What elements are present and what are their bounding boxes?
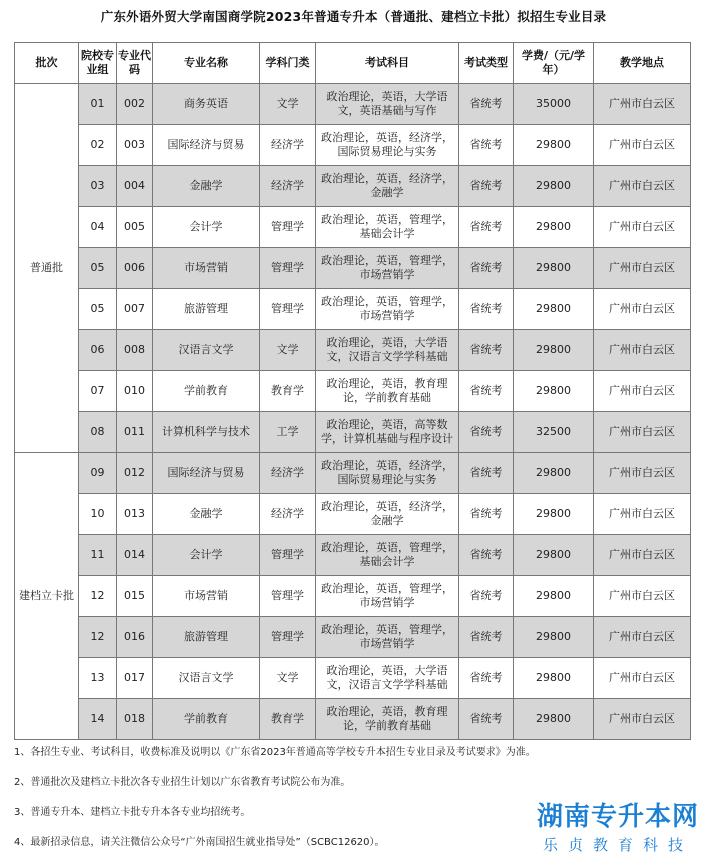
cell-category: 管理学 bbox=[260, 207, 316, 248]
header-subjects: 考试科目 bbox=[316, 43, 459, 84]
cell-category: 经济学 bbox=[260, 453, 316, 494]
table-row bbox=[15, 371, 691, 412]
cell-fee: 29800 bbox=[514, 453, 594, 494]
cell-major: 市场营销 bbox=[153, 576, 260, 617]
cell-category: 文学 bbox=[260, 330, 316, 371]
note-item: 1、各招生专业、考试科目，收费标准及说明以《广东省2023年普通高等学校专升本招生专业目录及考试要求》为准。 bbox=[14, 747, 536, 758]
cell-subjects: 政治理论，英语，经济学，国际贸易理论与实务 bbox=[316, 125, 459, 166]
cell-location: 广州市白云区 bbox=[594, 617, 691, 658]
cell-code: 006 bbox=[117, 248, 153, 289]
cell-code: 005 bbox=[117, 207, 153, 248]
cell-fee: 29800 bbox=[514, 699, 594, 740]
cell-batch: 建档立卡批 bbox=[15, 453, 79, 740]
header-group: 院校专业组 bbox=[79, 43, 117, 84]
cell-category: 管理学 bbox=[260, 248, 316, 289]
cell-exam-type: 省统考 bbox=[459, 248, 514, 289]
cell-exam-type: 省统考 bbox=[459, 125, 514, 166]
cell-category: 管理学 bbox=[260, 535, 316, 576]
table-body bbox=[15, 84, 691, 740]
cell-subjects: 政治理论，英语，管理学，市场营销学 bbox=[316, 617, 459, 658]
cell-category: 管理学 bbox=[260, 617, 316, 658]
table-row bbox=[15, 207, 691, 248]
cell-group: 13 bbox=[79, 658, 117, 699]
cell-subjects: 政治理论，英语，管理学，市场营销学 bbox=[316, 248, 459, 289]
cell-exam-type: 省统考 bbox=[459, 330, 514, 371]
cell-location: 广州市白云区 bbox=[594, 453, 691, 494]
cell-code: 016 bbox=[117, 617, 153, 658]
cell-fee: 29800 bbox=[514, 166, 594, 207]
note-item: 4、最新招录信息，请关注微信公众号“广外南国招生就业指导处”（SCBC12620）。 bbox=[14, 837, 385, 848]
cell-subjects: 政治理论，英语，管理学，市场营销学 bbox=[316, 289, 459, 330]
header-category: 学科门类 bbox=[260, 43, 316, 84]
cell-subjects: 政治理论，英语，经济学，国际贸易理论与实务 bbox=[316, 453, 459, 494]
cell-fee: 32500 bbox=[514, 412, 594, 453]
table-row bbox=[15, 330, 691, 371]
page-title: 广东外语外贸大学南国商学院2023年普通专升本（普通批、建档立卡批）拟招生专业目录 bbox=[100, 9, 607, 24]
cell-location: 广州市白云区 bbox=[594, 535, 691, 576]
cell-category: 文学 bbox=[260, 658, 316, 699]
cell-group: 02 bbox=[79, 125, 117, 166]
cell-major: 旅游管理 bbox=[153, 289, 260, 330]
cell-code: 014 bbox=[117, 535, 153, 576]
cell-exam-type: 省统考 bbox=[459, 576, 514, 617]
cell-exam-type: 省统考 bbox=[459, 494, 514, 535]
cell-group: 14 bbox=[79, 699, 117, 740]
cell-subjects: 政治理论，英语，高等数学，计算机基础与程序设计 bbox=[316, 412, 459, 453]
note-item: 2、普通批次及建档立卡批次各专业招生计划以广东省教育考试院公布为准。 bbox=[14, 777, 351, 788]
cell-major: 国际经济与贸易 bbox=[153, 125, 260, 166]
cell-batch: 普通批 bbox=[15, 84, 79, 453]
cell-major: 计算机科学与技术 bbox=[153, 412, 260, 453]
cell-group: 09 bbox=[79, 453, 117, 494]
cell-group: 04 bbox=[79, 207, 117, 248]
cell-location: 广州市白云区 bbox=[594, 412, 691, 453]
table-row bbox=[15, 289, 691, 330]
table-row bbox=[15, 453, 691, 494]
cell-category: 管理学 bbox=[260, 576, 316, 617]
cell-exam-type: 省统考 bbox=[459, 658, 514, 699]
cell-code: 018 bbox=[117, 699, 153, 740]
cell-major: 会计学 bbox=[153, 207, 260, 248]
cell-fee: 29800 bbox=[514, 248, 594, 289]
table-row bbox=[15, 617, 691, 658]
cell-code: 010 bbox=[117, 371, 153, 412]
cell-major: 市场营销 bbox=[153, 248, 260, 289]
cell-group: 05 bbox=[79, 289, 117, 330]
cell-category: 经济学 bbox=[260, 125, 316, 166]
cell-exam-type: 省统考 bbox=[459, 207, 514, 248]
cell-major: 学前教育 bbox=[153, 699, 260, 740]
table-row bbox=[15, 658, 691, 699]
cell-group: 03 bbox=[79, 166, 117, 207]
cell-fee: 29800 bbox=[514, 207, 594, 248]
cell-subjects: 政治理论，英语，管理学，基础会计学 bbox=[316, 535, 459, 576]
cell-subjects: 政治理论，英语，经济学，金融学 bbox=[316, 494, 459, 535]
cell-group: 10 bbox=[79, 494, 117, 535]
cell-exam-type: 省统考 bbox=[459, 166, 514, 207]
table-row bbox=[15, 576, 691, 617]
cell-category: 经济学 bbox=[260, 494, 316, 535]
cell-major: 汉语言文学 bbox=[153, 658, 260, 699]
cell-location: 广州市白云区 bbox=[594, 658, 691, 699]
table-header-row bbox=[15, 43, 691, 84]
cell-major: 国际经济与贸易 bbox=[153, 453, 260, 494]
table-row bbox=[15, 84, 691, 125]
cell-fee: 29800 bbox=[514, 371, 594, 412]
cell-subjects: 政治理论，英语，大学语文，汉语言文学学科基础 bbox=[316, 658, 459, 699]
cell-code: 007 bbox=[117, 289, 153, 330]
cell-major: 学前教育 bbox=[153, 371, 260, 412]
note-item: 3、普通专升本、建档立卡批专升本各专业均招统考。 bbox=[14, 807, 251, 818]
cell-subjects: 政治理论，英语，经济学，金融学 bbox=[316, 166, 459, 207]
cell-location: 广州市白云区 bbox=[594, 289, 691, 330]
cell-location: 广州市白云区 bbox=[594, 699, 691, 740]
watermark-sub: 乐贞教育科技 bbox=[542, 836, 693, 854]
cell-fee: 29800 bbox=[514, 658, 594, 699]
admissions-table bbox=[14, 42, 691, 740]
watermark-logo bbox=[537, 801, 699, 855]
cell-code: 002 bbox=[117, 84, 153, 125]
cell-subjects: 政治理论，英语，管理学，市场营销学 bbox=[316, 576, 459, 617]
cell-location: 广州市白云区 bbox=[594, 576, 691, 617]
cell-location: 广州市白云区 bbox=[594, 166, 691, 207]
cell-exam-type: 省统考 bbox=[459, 412, 514, 453]
header-location: 教学地点 bbox=[594, 43, 691, 84]
cell-location: 广州市白云区 bbox=[594, 371, 691, 412]
cell-fee: 29800 bbox=[514, 330, 594, 371]
cell-group: 05 bbox=[79, 248, 117, 289]
header-exam-type: 考试类型 bbox=[459, 43, 514, 84]
cell-location: 广州市白云区 bbox=[594, 248, 691, 289]
cell-category: 教育学 bbox=[260, 699, 316, 740]
cell-code: 008 bbox=[117, 330, 153, 371]
cell-exam-type: 省统考 bbox=[459, 289, 514, 330]
header-fee: 学费/（元/学年） bbox=[514, 43, 594, 84]
cell-fee: 29800 bbox=[514, 289, 594, 330]
cell-group: 06 bbox=[79, 330, 117, 371]
cell-major: 会计学 bbox=[153, 535, 260, 576]
cell-group: 11 bbox=[79, 535, 117, 576]
cell-group: 12 bbox=[79, 617, 117, 658]
cell-category: 文学 bbox=[260, 84, 316, 125]
cell-exam-type: 省统考 bbox=[459, 699, 514, 740]
cell-category: 经济学 bbox=[260, 166, 316, 207]
cell-subjects: 政治理论，英语，大学语文，汉语言文学学科基础 bbox=[316, 330, 459, 371]
cell-fee: 29800 bbox=[514, 535, 594, 576]
cell-location: 广州市白云区 bbox=[594, 330, 691, 371]
cell-code: 012 bbox=[117, 453, 153, 494]
header-major: 专业名称 bbox=[153, 43, 260, 84]
cell-group: 08 bbox=[79, 412, 117, 453]
cell-location: 广州市白云区 bbox=[594, 494, 691, 535]
cell-code: 017 bbox=[117, 658, 153, 699]
header-batch: 批次 bbox=[15, 43, 79, 84]
cell-fee: 35000 bbox=[514, 84, 594, 125]
cell-major: 金融学 bbox=[153, 494, 260, 535]
table-row bbox=[15, 248, 691, 289]
table-row bbox=[15, 412, 691, 453]
cell-subjects: 政治理论，英语，教育理论，学前教育基础 bbox=[316, 371, 459, 412]
cell-major: 旅游管理 bbox=[153, 617, 260, 658]
cell-exam-type: 省统考 bbox=[459, 617, 514, 658]
header-code: 专业代码 bbox=[117, 43, 153, 84]
cell-category: 工学 bbox=[260, 412, 316, 453]
cell-fee: 29800 bbox=[514, 494, 594, 535]
cell-major: 商务英语 bbox=[153, 84, 260, 125]
cell-major: 金融学 bbox=[153, 166, 260, 207]
cell-subjects: 政治理论，英语，管理学，基础会计学 bbox=[316, 207, 459, 248]
cell-group: 01 bbox=[79, 84, 117, 125]
watermark-main: 湖南专升本网 bbox=[536, 802, 699, 832]
cell-code: 004 bbox=[117, 166, 153, 207]
table-row bbox=[15, 125, 691, 166]
cell-exam-type: 省统考 bbox=[459, 453, 514, 494]
cell-code: 013 bbox=[117, 494, 153, 535]
cell-category: 管理学 bbox=[260, 289, 316, 330]
cell-fee: 29800 bbox=[514, 617, 594, 658]
cell-exam-type: 省统考 bbox=[459, 84, 514, 125]
cell-subjects: 政治理论，英语，大学语文，英语基础与写作 bbox=[316, 84, 459, 125]
cell-subjects: 政治理论，英语，教育理论，学前教育基础 bbox=[316, 699, 459, 740]
cell-code: 003 bbox=[117, 125, 153, 166]
cell-fee: 29800 bbox=[514, 576, 594, 617]
table-row bbox=[15, 699, 691, 740]
table-row bbox=[15, 535, 691, 576]
cell-code: 015 bbox=[117, 576, 153, 617]
cell-location: 广州市白云区 bbox=[594, 125, 691, 166]
cell-code: 011 bbox=[117, 412, 153, 453]
cell-category: 教育学 bbox=[260, 371, 316, 412]
table-row bbox=[15, 166, 691, 207]
cell-major: 汉语言文学 bbox=[153, 330, 260, 371]
cell-location: 广州市白云区 bbox=[594, 207, 691, 248]
cell-location: 广州市白云区 bbox=[594, 84, 691, 125]
cell-group: 12 bbox=[79, 576, 117, 617]
cell-group: 07 bbox=[79, 371, 117, 412]
cell-exam-type: 省统考 bbox=[459, 371, 514, 412]
cell-exam-type: 省统考 bbox=[459, 535, 514, 576]
table-row bbox=[15, 494, 691, 535]
cell-fee: 29800 bbox=[514, 125, 594, 166]
